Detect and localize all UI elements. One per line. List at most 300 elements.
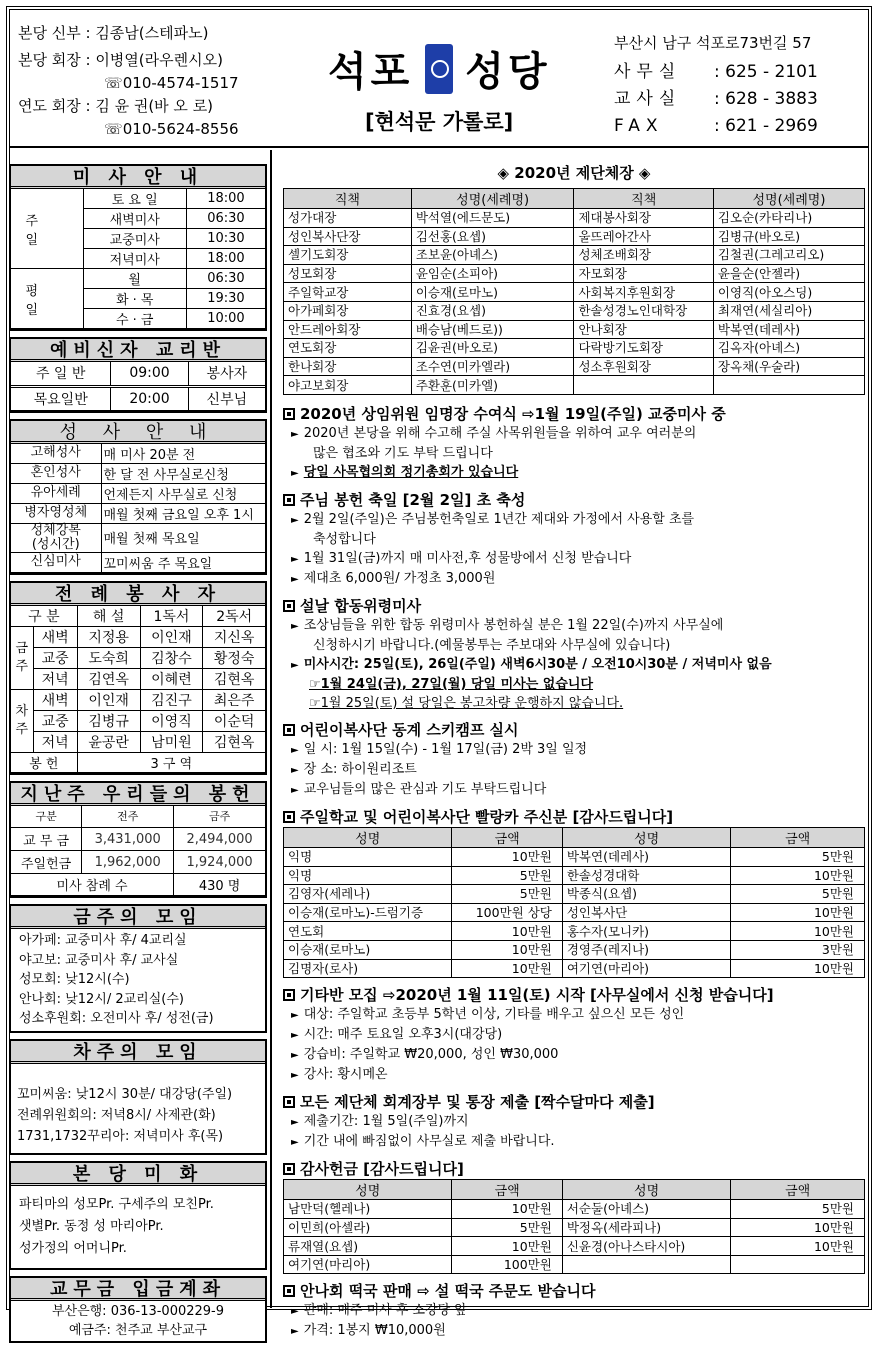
leaders-table-head: 성명(세례명) — [411, 189, 574, 209]
liturgy-head: 1독서 — [140, 606, 203, 627]
leaders-table-cell: 박복연(데레사) — [713, 320, 864, 339]
sacraments-info — [9, 419, 267, 575]
offering-label: 봉 헌 — [11, 752, 77, 772]
liturgy-week: 차 주 — [11, 689, 33, 752]
bulletin-header — [10, 10, 868, 148]
square-bullet-icon — [283, 600, 295, 612]
palanca-table-cell: 5만원 — [452, 866, 562, 885]
palanca-table-row — [284, 940, 865, 959]
altar-flowers-list — [11, 1186, 265, 1268]
mass-table — [11, 189, 265, 329]
leaders-table-head-row — [284, 189, 865, 209]
next-week-meetings-title: 차주의 모임 — [11, 1041, 265, 1064]
catechumen-row — [11, 386, 265, 410]
leaders-table-cell: 이승재(로마노) — [411, 283, 574, 302]
weekly-head-row — [11, 806, 265, 828]
liturgy-cell: 저녁 — [33, 668, 77, 689]
leaders-table-head: 성명(세례명) — [713, 189, 864, 209]
sacrament-name: 혼인성사 — [11, 463, 101, 483]
notice-section-heading — [283, 1282, 865, 1301]
offering-account-item: 예금주: 천주교 부산교구 — [68, 1322, 208, 1338]
bullet-item — [283, 780, 865, 800]
bullet-item — [283, 655, 865, 675]
bullet-item — [283, 1112, 865, 1132]
mass-day-label: 평 일 — [11, 269, 83, 329]
catechumen-class-title: 예비신자 교리반 — [11, 339, 265, 362]
leaders-table-cell: 윤임순(소피아) — [411, 264, 574, 283]
notice-section-title: 안나회 떡국 판매 ⇨ 설 떡국 주문도 받습니다 — [300, 1282, 596, 1301]
palanca-table-head-row — [284, 827, 865, 847]
bullet-text: 조상님들을 위한 합동 위령미사 봉헌하실 분은 1월 22일(수)까지 사무실에 — [303, 617, 724, 633]
leaders-table-row — [284, 301, 865, 320]
notice-section-title: 기타반 모집 ⇨2020년 1월 11일(토) 시작 [사무실에서 신청 받습니다] — [300, 986, 774, 1005]
palanca-table-head: 금액 — [452, 827, 562, 847]
palanca-table-cell: 이승재(로마노)-드럼기증 — [284, 903, 452, 922]
notice-section — [283, 1282, 865, 1341]
palanca-table-cell: 김명자(로사) — [284, 959, 452, 978]
bullet-item — [283, 1065, 865, 1085]
offering-account — [9, 1276, 267, 1343]
weekly-cell: 주일헌금 — [11, 851, 82, 874]
leaders-table-cell: 김옥자(아녜스) — [713, 339, 864, 358]
liturgy-cell: 이인재 — [140, 626, 203, 647]
leaders-table-cell: 사회복지후원회장 — [574, 283, 713, 302]
liturgy-servers — [9, 581, 267, 775]
this-week-meetings-item: 성소후원회: 오전미사 후/ 성전(금) — [19, 1011, 214, 1026]
leaders-table-cell: 안나회장 — [574, 320, 713, 339]
leaders-table-row — [284, 357, 865, 376]
altar-flowers — [9, 1161, 267, 1270]
address: 부산시 남구 석포로73번길 57 — [614, 34, 812, 52]
this-week-meetings-list — [11, 929, 265, 1031]
leaders-table-cell: 진효경(요셉) — [411, 301, 574, 320]
liturgy-cell: 이영직 — [140, 710, 203, 731]
sacrament-row — [11, 444, 265, 464]
palanca-table-head: 성명 — [284, 827, 452, 847]
bullet-text: 교우님들의 많은 관심과 기도 부탁드립니다 — [303, 781, 547, 797]
this-week-meetings-item: 아가페: 교중미사 후/ 4교리실 — [19, 933, 187, 948]
leaders-table-cell: 김오순(카타리나) — [713, 209, 864, 228]
liturgy-head-row — [11, 606, 265, 627]
arrow-bullet-icon: ► — [291, 659, 299, 671]
bullet-text: 판매: 매주 미사 후 소강당 앞 — [303, 1303, 467, 1319]
mass-row — [11, 189, 265, 209]
palanca-table-row — [284, 885, 865, 904]
notice-section-title: 주님 봉헌 축일 [2월 2일] 초 축성 — [300, 490, 526, 509]
weekly-offering — [9, 781, 267, 899]
leaders-table-row — [284, 283, 865, 302]
attendance-row — [11, 874, 265, 896]
mass-time: 10:00 — [186, 309, 265, 329]
square-bullet-icon — [283, 724, 295, 736]
arrow-bullet-icon: ► — [291, 1137, 299, 1149]
next-week-meetings — [9, 1039, 267, 1155]
thanks-offering — [283, 1160, 865, 1274]
liturgy-row — [11, 731, 265, 752]
thanks-table-head: 금액 — [452, 1180, 562, 1200]
palanca-table-cell: 10만원 — [452, 922, 562, 941]
notice-section-title: 2020년 상임위원 임명장 수여식 ⇨1월 19일(주일) 교중미사 중 — [300, 404, 726, 423]
arrow-bullet-icon: ► — [291, 573, 299, 585]
arrow-bullet-icon: ► — [291, 1010, 299, 1022]
leaders-table-cell: 주환훈(미카엘) — [411, 376, 574, 395]
palanca-table-head: 금액 — [731, 827, 865, 847]
palanca-table-cell: 홍수자(모니카) — [562, 922, 730, 941]
thanks-table-cell: 5만원 — [731, 1200, 865, 1219]
liturgy-cell: 새벽 — [33, 626, 77, 647]
liturgy-cell: 이순덕 — [203, 710, 265, 731]
church-logo-icon — [425, 44, 453, 94]
arrow-bullet-icon: ► — [291, 1050, 299, 1062]
bullet-text: 대상: 주일학교 초등부 5학년 이상, 기타를 배우고 싶으신 모든 성인 — [303, 1007, 685, 1023]
palanca-donations-title: 주일학교 및 어린이복사단 빨랑카 주신분 [감사드립니다] — [300, 807, 674, 826]
liturgy-row — [11, 647, 265, 668]
liturgy-cell: 교중 — [33, 647, 77, 668]
mass-name: 월 — [83, 269, 186, 289]
contact-value: : 628 - 3883 — [714, 89, 818, 109]
square-bullet-icon — [283, 1163, 295, 1175]
palanca-table-cell: 10만원 — [452, 940, 562, 959]
leaders-table-cell: 주일학교장 — [284, 283, 412, 302]
palanca-table-cell: 10만원 — [452, 959, 562, 978]
liturgy-offering-row — [11, 752, 265, 772]
palanca-table-cell: 3만원 — [731, 940, 865, 959]
contact-value: : 625 - 2101 — [714, 62, 818, 82]
palanca-table-row — [284, 866, 865, 885]
church-name-right: 성당 — [465, 49, 551, 95]
sacrament-row — [11, 483, 265, 503]
leaders-table-cell: 성소후원회장 — [574, 357, 713, 376]
leaders-table-row — [284, 320, 865, 339]
bullet-text: 강습비: 주일학교 ₩20,000, 성인 ₩30,000 — [303, 1047, 559, 1063]
liturgy-head: 2독서 — [203, 606, 265, 627]
offering-value: 3 구 역 — [77, 752, 265, 772]
thanks-table-cell: 남만덕(헬레나) — [284, 1200, 452, 1219]
liturgy-cell: 남미원 — [140, 731, 203, 752]
palanca-table-cell: 10만원 — [731, 866, 865, 885]
thanks-table-row — [284, 1255, 865, 1274]
weekly-cell: 교 무 금 — [11, 828, 82, 851]
liturgy-cell: 김창수 — [140, 647, 203, 668]
sacrament-name: 병자영성체 — [11, 503, 101, 523]
mass-name: 교중미사 — [83, 229, 186, 249]
leaders-table-head: 직책 — [284, 189, 412, 209]
leaders-table-cell: 이영직(아오스딩) — [713, 283, 864, 302]
catechumen-cell: 신부님 — [188, 386, 265, 410]
catechumen-cell: 09:00 — [111, 362, 188, 386]
leaders-table grid — [283, 188, 865, 395]
liturgy-row — [11, 689, 265, 710]
sacraments-info-title: 성 사 안 내 — [11, 421, 265, 444]
sacrament-name: 유아세례 — [11, 483, 101, 503]
palanca-table-row — [284, 922, 865, 941]
contact-label: 사무실 — [614, 62, 682, 82]
thanks-table-cell: 10만원 — [731, 1218, 865, 1237]
palanca-table-cell: 경영주(레지나) — [562, 940, 730, 959]
liturgy-head: 구 분 — [11, 606, 77, 627]
leaders-table-row — [284, 264, 865, 283]
notice-section — [283, 721, 865, 800]
palanca-table-cell: 10만원 — [731, 903, 865, 922]
catechumen-table — [11, 362, 265, 411]
notice-section-heading — [283, 491, 865, 510]
liturgy-head: 해 설 — [77, 606, 140, 627]
thanks-table-cell: 여기연(마리아) — [284, 1255, 452, 1274]
thanks-table-head: 성명 — [562, 1180, 730, 1200]
bullet-text: 강사: 황시메온 — [303, 1067, 388, 1083]
weekly-head: 금주 — [174, 806, 265, 828]
liturgy-cell: 김연옥 — [77, 668, 140, 689]
thanks-table-head: 금액 — [731, 1180, 865, 1200]
sacrament-name: 고해성사 — [11, 444, 101, 464]
offering-account-list — [11, 1301, 265, 1341]
leaders-table-cell: 장옥채(우술라) — [713, 357, 864, 376]
left-column — [9, 164, 267, 1349]
notice-section — [283, 597, 865, 713]
mass-time: 18:00 — [186, 249, 265, 269]
notice-line: ☞1월 25일(토) 설 당일은 봉고차량 운행하지 않습니다. — [309, 695, 624, 711]
this-week-meetings-item: 성모회: 낮12시(수) — [19, 972, 130, 987]
offering-account-title: 교무금 입금계좌 — [11, 1278, 265, 1301]
bullet-item — [283, 1025, 865, 1045]
square-bullet-icon — [283, 1285, 295, 1297]
mass-row — [11, 269, 265, 289]
contact-info — [614, 32, 818, 140]
bullet-continuation: 축성합니다 — [313, 531, 376, 547]
bullet-text: 가격: 1봉지 ₩10,000원 — [303, 1323, 446, 1339]
mass-name: 저녁미사 — [83, 249, 186, 269]
leaders-table-cell: 성가대장 — [284, 209, 412, 228]
liturgy-cell: 지신옥 — [203, 626, 265, 647]
mass-time: 06:30 — [186, 209, 265, 229]
notice-section-heading — [283, 597, 865, 616]
palanca-table-cell: 10만원 — [731, 922, 865, 941]
weekly-table — [11, 806, 265, 897]
liturgy-cell: 이혜련 — [140, 668, 203, 689]
president-phone: ☏010-4574-1517 — [104, 74, 239, 92]
palanca-table-cell: 박복연(데레사) — [562, 847, 730, 866]
palanca-table-cell: 10만원 — [452, 847, 562, 866]
thanks-offering-heading — [283, 1160, 865, 1179]
palanca-table-cell: 5만원 — [731, 847, 865, 866]
attendance-value: 430 명 — [174, 874, 265, 896]
leaders-table-cell: 박석열(에드문도) — [411, 209, 574, 228]
this-week-meetings-title: 금주의 모임 — [11, 906, 265, 929]
leaders-table-cell: 성체조배회장 — [574, 246, 713, 265]
catechumen-class — [9, 337, 267, 413]
this-week-meetings-item: 안나회: 낮12시/ 2교리실(수) — [19, 991, 185, 1007]
palanca-table-cell: 5만원 — [731, 885, 865, 904]
leaders-table-cell: 김병규(바오로) — [713, 227, 864, 246]
liturgy-row — [11, 626, 265, 647]
leaders-table-cell: 셀기도회장 — [284, 246, 412, 265]
sacrament-detail: 매월 첫째 금요일 오후 1시 — [101, 503, 265, 523]
leaders-table-cell: 조보윤(아녜스) — [411, 246, 574, 265]
notice-section-title: 설날 합동위령미사 — [300, 596, 422, 615]
thanks-table-cell: 10만원 — [452, 1237, 562, 1256]
pastor: 본당 신부 : 김종남(스테파노) — [18, 24, 209, 42]
bullet-item — [283, 569, 865, 589]
palanca-table-row — [284, 847, 865, 866]
square-bullet-icon — [283, 811, 295, 823]
notice-section-heading — [283, 721, 865, 740]
leaders-table-cell: 울뜨레아간사 — [574, 227, 713, 246]
mass-time: 19:30 — [186, 289, 265, 309]
weekly-cell: 1,962,000 — [82, 851, 174, 874]
liturgy-cell: 도숙희 — [77, 647, 140, 668]
liturgy-cell: 김진구 — [140, 689, 203, 710]
palanca-table-cell: 한솔성경대학 — [562, 866, 730, 885]
leaders-table-cell: 김선홍(요셉) — [411, 227, 574, 246]
bullet-continuation: 많은 협조와 기도 부탁 드립니다 — [313, 445, 493, 461]
arrow-bullet-icon: ► — [291, 620, 299, 632]
weekly-row — [11, 851, 265, 874]
arrow-bullet-icon: ► — [291, 1117, 299, 1129]
bullet-text: 1월 31일(금)까지 매 미사전,후 성물방에서 신청 받습니다 — [303, 550, 632, 566]
bullet-item — [283, 510, 865, 530]
leaders-table-cell: 조수연(미카엘라) — [411, 357, 574, 376]
sacrament-row — [11, 523, 265, 552]
thanks-table-row — [284, 1218, 865, 1237]
leaders-table-cell: 성모회장 — [284, 264, 412, 283]
liturgy-cell: 새벽 — [33, 689, 77, 710]
thanks-table-cell: 박정옥(세라피나) — [562, 1218, 730, 1237]
attendance-label: 미사 참례 수 — [11, 874, 174, 896]
arrow-bullet-icon: ► — [291, 428, 299, 440]
sacrament-row — [11, 503, 265, 523]
weekly-offering-title: 지난주 우리들의 봉헌 — [11, 783, 265, 806]
thanks-table grid — [283, 1179, 865, 1274]
weekly-cell: 2,494,000 — [174, 828, 265, 851]
bullet-text: 시간: 매주 토요일 오후3시(대강당) — [303, 1027, 503, 1043]
arrow-bullet-icon: ► — [291, 784, 299, 796]
liturgy-cell: 교중 — [33, 710, 77, 731]
arrow-bullet-icon: ► — [291, 764, 299, 776]
altar-flowers-title: 본 당 미 화 — [11, 1163, 265, 1186]
bullet-item — [283, 616, 865, 636]
palanca-table-row — [284, 903, 865, 922]
catechumen-cell: 봉사자 — [188, 362, 265, 386]
arrow-bullet-icon: ► — [291, 514, 299, 526]
contact-line — [614, 59, 818, 86]
leaders-table-cell: 최재연(세실리아) — [713, 301, 864, 320]
leaders-table-cell: 한솔성경노인대학장 — [574, 301, 713, 320]
this-week-meetings-item: 야고보: 교중미사 후/ 교사실 — [19, 952, 179, 968]
bullet-text: 장 소: 하이원리조트 — [303, 761, 417, 777]
sacrament-row — [11, 552, 265, 572]
palanca-table-cell: 성인복사단 — [562, 903, 730, 922]
thanks-table-head-row — [284, 1180, 865, 1200]
liturgy-servers-title: 전 례 봉 사 자 — [11, 583, 265, 606]
liturgy-cell: 최은주 — [203, 689, 265, 710]
mass-day-label: 주 일 — [11, 189, 83, 269]
arrow-bullet-icon: ► — [291, 467, 299, 479]
liturgy-cell: 지정용 — [77, 626, 140, 647]
next-week-meetings-item: 1731,1732꾸리아: 저녁미사 후(목) — [17, 1128, 224, 1144]
leaders-table-cell: 한나회장 — [284, 357, 412, 376]
altar-flowers-item: 파티마의 성모Pr. 구세주의 모친Pr. — [19, 1196, 214, 1212]
liturgy-cell: 김병규 — [77, 710, 140, 731]
leaders-table-head: 직책 — [574, 189, 713, 209]
palanca-table-head: 성명 — [562, 827, 730, 847]
square-bullet-icon — [283, 408, 295, 420]
sacrament-detail: 매 미사 20분 전 — [101, 444, 265, 464]
mass-time: 18:00 — [186, 189, 265, 209]
bullet-item — [283, 1301, 865, 1321]
sacrament-detail: 매월 첫째 목요일 — [101, 523, 265, 552]
weekly-head: 구분 — [11, 806, 82, 828]
bullet-text: 일 시: 1월 15일(수) - 1월 17일(금) 2박 3일 일정 — [303, 741, 588, 757]
sacrament-row — [11, 463, 265, 483]
thanks-table-head: 성명 — [284, 1180, 452, 1200]
liturgy-week: 금 주 — [11, 626, 33, 689]
bullet-item — [283, 740, 865, 760]
leaders-table-row — [284, 339, 865, 358]
notice-section-heading — [283, 986, 865, 1005]
square-bullet-icon — [283, 989, 295, 1001]
thanks-table-row — [284, 1237, 865, 1256]
catechumen-cell: 목요일반 — [11, 386, 111, 410]
palanca-donations — [283, 808, 865, 978]
square-bullet-icon — [283, 494, 295, 506]
leaders-table-cell: 야고보회장 — [284, 376, 412, 395]
mass-name: 수 · 금 — [83, 309, 186, 329]
thanks-table-cell — [731, 1255, 865, 1274]
leaders-table-row — [284, 376, 865, 395]
leaders-table-cell: 연도회장 — [284, 339, 412, 358]
bullet-text: 제대초 6,000원/ 가정초 3,000원 — [303, 570, 496, 586]
square-bullet-icon — [283, 1096, 295, 1108]
leaders-table-cell: 다락방기도회장 — [574, 339, 713, 358]
notice-section-heading — [283, 405, 865, 424]
bullet-item — [283, 463, 865, 483]
liturgy-cell: 저녁 — [33, 731, 77, 752]
sacrament-name: 성체강복 (성시간) — [11, 523, 101, 552]
palanca-table-cell: 연도회 — [284, 922, 452, 941]
bullet-item — [283, 1132, 865, 1152]
yeondo-president: 연도 회장 : 김 윤 권(바 오 로) — [18, 97, 214, 115]
notice-section — [283, 491, 865, 589]
contact-value: : 621 - 2969 — [714, 116, 818, 136]
palanca-table-cell: 김영자(세레나) — [284, 885, 452, 904]
mass-schedule-title: 미 사 안 내 — [11, 166, 265, 189]
liturgy-row — [11, 668, 265, 689]
thanks-table-cell: 5만원 — [452, 1218, 562, 1237]
notice-section — [283, 986, 865, 1085]
thanks-table-row — [284, 1200, 865, 1219]
palanca-table-cell: 익명 — [284, 847, 452, 866]
arrow-bullet-icon: ► — [291, 1030, 299, 1042]
bullet-text: 제출기간: 1월 5일(주일)까지 — [303, 1114, 469, 1130]
this-week-meetings — [9, 904, 267, 1033]
palanca-table-cell: 100만원 상당 — [452, 903, 562, 922]
sacrament-detail: 꼬미씨움 주 목요일 — [101, 552, 265, 572]
palanca-table-cell: 여기연(마리아) — [562, 959, 730, 978]
weekly-cell: 3,431,000 — [82, 828, 174, 851]
thanks-table-cell: 100만원 — [452, 1255, 562, 1274]
arrow-bullet-icon: ► — [291, 744, 299, 756]
leaders-table-row — [284, 227, 865, 246]
bullet-item — [283, 424, 865, 444]
mass-time: 10:30 — [186, 229, 265, 249]
bullet-item — [283, 549, 865, 569]
palanca-table-cell: 박종식(요셉) — [562, 885, 730, 904]
catechumen-cell: 주 일 반 — [11, 362, 111, 386]
mass-name: 새벽미사 — [83, 209, 186, 229]
leaders-table-row — [284, 246, 865, 265]
contact-label: FAX — [614, 116, 664, 136]
notice-line: ☞1월 24일(금), 27일(월) 당일 미사는 없습니다 — [309, 676, 594, 692]
